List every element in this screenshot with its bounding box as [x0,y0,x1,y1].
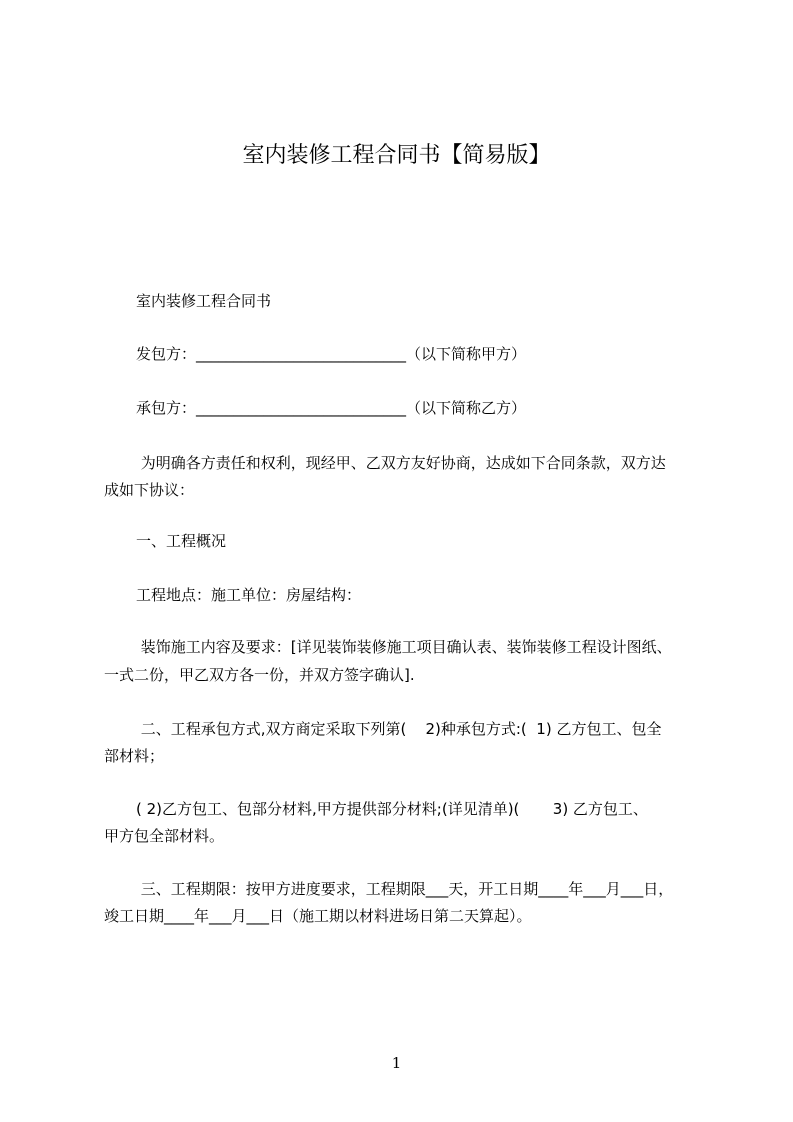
section1-content-line-2: 一式二份，甲乙双方各一份，并双方签字确认]. [104,666,415,684]
preamble-line-1: 为明确各方责任和权利，现经甲、乙双方友好协商，达成如下合同条款，双方达 [136,454,666,472]
party-a-line: 发包方：____________________________（以下简称甲方） [136,345,527,363]
contract-subtitle: 室内装修工程合同书 [136,292,272,310]
section3-line-1: 三、工程期限：按甲方进度要求，工程期限___天，开工日期____年___月___日， [136,880,674,898]
section1-site-line: 工程地点：施工单位：房屋结构： [136,586,362,604]
preamble-line-2: 成如下协议： [104,481,195,499]
page-number: 1 [391,1054,402,1072]
section1-heading: 一、工程概况 [136,532,227,550]
section2-line-2: 部材料； [104,747,165,765]
section3-line-2: 竣工日期____年___月___日（施工期以材料进场日第二天算起）。 [104,907,532,925]
section2-line-3: ( 2)乙方包工、包部分材料,甲方提供部分材料;(详见清单)( 3) 乙方包工、 [136,800,648,818]
document-title: 室内装修工程合同书【简易版】 [242,143,551,168]
party-b-line: 承包方：____________________________（以下简称乙方） [136,399,527,417]
section2-line-1: 二、工程承包方式,双方商定采取下列第( 2)种承包方式:( 1) 乙方包工、包全 [136,720,662,738]
section1-content-line-1: 装饰施工内容及要求：[详见装饰装修施工项目确认表、装饰装修工程设计图纸、 [136,638,672,656]
section2-line-4: 甲方包全部材料。 [104,827,225,845]
